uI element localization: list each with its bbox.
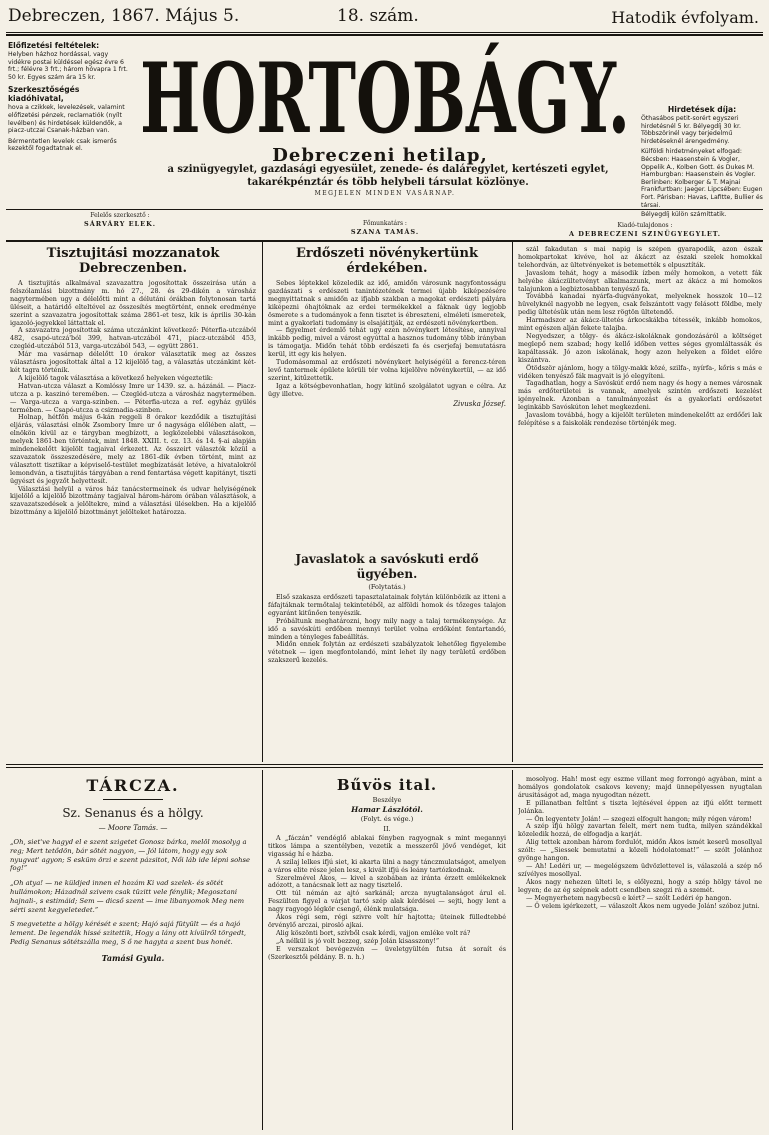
poem-signature: Tamási Gyula. [101, 952, 165, 963]
masthead [135, 40, 635, 150]
paragraph: Javaslom tehát, hogy a második ízben mély homokon, a vetett fák helyébe ákáczültetvényt alkalmazzunk, mert az ákácz a mi homokos talajunkon a legbiztosabban tenyésző fa. [518, 268, 762, 293]
editor-label: Felelős szerkesztő : [90, 212, 150, 219]
column-divider-4 [512, 770, 513, 1130]
poem-author: — Moore Tamás. — [98, 824, 168, 832]
co-worker-credit [285, 220, 485, 237]
stamp-note: Bélyegdíj külön számíttatik. [641, 211, 727, 219]
paragraph: A szavazatra jogosítottak száma utczánkint következő: Péterfia-utczából 482, csapó-utczá'ból 399, hatvan-utczából 471, piacz-utczából 453, czegléd-utczából 513, varga-utczából 543, — együtt 2861. [10, 326, 256, 351]
novel-genre: Beszélye [372, 796, 402, 804]
paragraph: Ákos régi sem, régi szivre volt hír hajtotta; üteinek fülledtebbé örvénylő arczai, pirosló ajkai. [268, 913, 506, 929]
feuilleton-divider [103, 799, 163, 800]
paragraph: Alig tettek azonban három fordulót, midőn Ákos ismét keserű mosollyal szólt: — „Siessek bemutatni a közeli hódolatomat!” — szólt Jolánhoz gyönge hangon. [518, 838, 762, 863]
novel-continued-body [518, 776, 762, 910]
paragraph: E verszakot bevégezvén — üveletgyültén futsa át soraít és (Szerkesztői példány. B. n. h.) [268, 944, 506, 961]
editorial-office-text: hova a czikkek, levelezések, valamint előfizetési pénzek, reclamatiók (nyílt levélben) és hirdetések küldendők, a piacz-utczai Csanak-házban van. [8, 104, 125, 135]
unpaid-letters-note: Bérmentetlen levelek csak ismerős kezektől fogadtatnak el. [8, 137, 117, 153]
paragraph: Negyedszer, a tölgy- és ákácz-iskoláknak gondozásáról a költséget meglepő nem szabad; hogy kellő időben vettes séges gyomláltassák és kapáltassák. Jó azon iskolának, hogy azon helyeken a földet előre kiszántva. [518, 331, 762, 364]
column-divider-3 [262, 770, 263, 1130]
foreign-ads-text: Külföldi hirdetményeket elfogad: Bécsben: Haasenstein & Vogler, Oppelik A., Kolben Gott. és Dukes M. Hamburgban: Haasenstein és Vogler. Berlinben: Kolberger & T. Majnai Frankfurtban: Jaeger. Lipcsében: Eugen Fort. Párisban: Havas, Lafitte, Bullier és társai. [641, 148, 763, 209]
poem-title: Sz. Senanus és a hölgy. [62, 806, 204, 820]
poem-body [10, 838, 256, 947]
paragraph: mosolyog. Hah! most egy eszme villant meg forrongó agyában, mint a homályos gondolatok csakovs keveny; majd ünnepélyessen nyugtalan árusitáságot ad, maga nyugodtan nézett. [518, 776, 762, 799]
paragraph: — Megnyerhetem nagybecsü e kért? — szólt Ledéri ép hangon. [526, 893, 732, 902]
poem-stanza: S megvetette a hölgy kérését e szent; Hajó sajá fütyült — és a hajó lement. De legendák hissé szitettik, Hogy a lány ott kívülről törgedt, Pedig Senanus sötétszálla meg, S ő ne hagyta a szent bus honét. [10, 920, 247, 946]
publisher-label: Kiadó-tulajdonos : [617, 222, 673, 229]
paragraph: Próbáltunk meghatározni, hogy mily nagy a talaj termékenysége. Az idő a savóskúti erdőben mennyi terület volna erdőként fentartandó, minden a tényleges fabeállítás. [268, 616, 506, 641]
article-election-body [10, 280, 256, 517]
paragraph: A kijelölő tagok választása a következő helyeken végeztetik: [18, 373, 213, 382]
column-divider-2 [512, 242, 513, 762]
masthead-title-graphic [135, 40, 635, 150]
paragraph: Harmadszor az ákácz-ültetés árkocskákba tétessék, inkább homokos, mint egészen alján fekete talajba. [518, 316, 762, 333]
ads-heading: Hirdetések díja: [667, 105, 737, 114]
paragraph: Tudomásommal az erdőszeti növénykert helyiségéül a ferencz-téren levő tantermek épülete körüli tér volna kijelölve növénykertül, — az idő szerint, kitűzettetik. [268, 358, 506, 382]
co-worker-name: SZANA TAMÁS. [350, 228, 420, 236]
paragraph: Tagadhatlan, hogy a Savóskút erdő nem nagy és hogy a nemes városnak más erdőterületei is vannak, amelyek szintén erdőszeti kezelést igényelnek. Azonban a tanulmányozást és a gyakorlati erdőszetet leginkább Savóskúton lehet megkezdeni. [518, 379, 762, 412]
paragraph: Holnap, hétfőn május 6-kán reggeli 8 órakor kezdődik a tisztujítási eljárás, választási elnök Zsombory Imre ur ő nagysága előlében alatt, — elnökön kívül az e tárgyban megbízott, a legközelebbi választásokon, melyek 1861-ben történtek, mint 1848. XXIII. t. cz. 13. és 14. §-ai alapján mindenekelőtt kijelölt tagjaival érkezett. Az összeirt választók közül a szavazatok összeszedésére, mely az 1861-dik évben történt, mint az választott tisztikar a képviselő-testület megbízatását letéve, a hivatalokról lemondván, a tisztujitás tárgyában a rend fentartása végett kapitányt, tiszti ügyészt és jegyzőt helyettesít. [10, 413, 256, 485]
novel-story-continued [518, 776, 762, 1128]
novel-body [268, 835, 506, 962]
paragraph: Javaslom továbbá, hogy a kijelölt területen mindenekelőtt az erdőőri lak felépítése s a faiskolák rendezése történjék meg. [518, 411, 762, 427]
editor-credit [20, 212, 220, 229]
editorial-office-heading: Szerkesztőségés kiadóhivatal, [8, 85, 80, 104]
paragraph: szál fakadutan s mai napig is szépen gyarapodik, azon észak homokpartokat kivéve, hol az ákáczt az északi szelek homokkal telehordván, az ültetvényeket is betemették s elpusztíták. [518, 246, 762, 269]
novel-chapter: II. [383, 825, 391, 833]
feuilleton-label: TÁRCZA. [86, 776, 180, 795]
article-nursery-title: Erdőszeti növénykertünk érdekében. [296, 246, 478, 276]
volume-label: Hatodik évfolyam. [611, 8, 759, 27]
novel-author: Hamar Lászlótól. [351, 805, 423, 814]
paragraph: — Ah! Ledéri ur, — megelégszem üdvözlettevel is, válaszolá a szép nő szívélyes mosollyal. [518, 861, 762, 878]
paragraph: Hatvan-utcza választ a Komlóssy Imre ur 1439. sz. a. házánál. — Piacz-utcza a p. kaszinó teremében. — Czegléd-utcza a városház nagytermében. — Varga-utcza a varga-szinben. — Péterfia-utcza a ref. egyház gyülés termében. — Csapó-utcza a csizmadia-szinben. [10, 381, 256, 414]
poem-stanza: „Oh atya! — ne küldjed innen el hozám Ki vad szelek- és sötét hullámokon; Házadnál szivem csak tüzitt vele fénylik; Megosztani hajnali-, s estimáid; Sem — dicső szent — ime libanyomok Meg nem sérti szent kegyeletedet.” [10, 879, 245, 914]
paragraph: Ákos nagy nehezen ülteti le, s előlyezni, hogy a szép hölgy távol ne legyen; de az ég szépnek adott csendben szegzi rá a szemét. [518, 877, 762, 894]
paragraph: „A nélkül is jó volt bezzeg, szép Jolán kisasszony!” [276, 936, 440, 945]
issue-date: Debreczen, 1867. Május 5. [8, 6, 240, 26]
paragraph: Szerelmével Ákos, — kivel a szobában az iránta érzett emlékeknek adózott, a tanácsnak lett az nagy tisztelő. [268, 873, 506, 890]
masthead-subtitle: Debreczeni hetilap, [272, 145, 488, 166]
subscription-heading: Előfizetési feltételek: [8, 41, 100, 50]
credits-rule-bottom [6, 240, 763, 242]
article-nursery-signature: Zivuska József. [453, 399, 506, 408]
paragraph: Alig köszönti bort, szívből csak kérdi, vajjon emléke volt rá? [276, 928, 471, 937]
feuilleton-rule-2 [6, 767, 763, 768]
right-sidebar [641, 104, 763, 219]
article-nursery [268, 246, 506, 546]
paragraph: A szép ifjú hölgy zavartan felelt, mert nem tudta, milyen szándékkal közeledik hozzá, de elfogadja a karját. [518, 822, 762, 839]
article-forest-title: Javaslatok a savóskuti erdő ügyében. [295, 552, 479, 581]
novel-story [268, 776, 506, 1128]
subscription-text: Helyben házhoz hordással, vagy vidékre postai küldéssel egész évre 6 frt.; félévre 3 frt.; három hóvapra 1 frt. 50 kr. Egyes szám ára 15 kr. [8, 51, 128, 81]
article-forest-body [268, 594, 506, 665]
paragraph: Továbbá kanadai nyárfa-dugványokat, melyeknek hosszok 10—12 hüvelyknél nagyobb ne legyen, csak felszántott vagy felásott földbe, mely pedig ültetésük után nem lesz rögtön ültetendő. [518, 292, 762, 317]
header-rule-thick [6, 34, 763, 36]
article-nursery-body [268, 280, 506, 409]
paragraph: Első szakasza erdőszeti tapasztalatainak folytán különbözik az itteni a fáfajtáknak termőtalaj tekintetéből, az alföldi homok és tőzeges talajon egyaránt kitűnően tenyészik. [268, 593, 506, 617]
masthead-title: HORTOBÁGY. [140, 42, 630, 150]
article-election [10, 246, 256, 760]
column-divider-1 [262, 242, 263, 762]
paragraph: A tisztujitás alkalmával szavazattra jogosítottak összeirása után a felszólamlási bizottmány m. hó 27., 28. és 29-dikén a városház nagytermében ugy a délelőtti mint a délutáni órákban folytonosan tartá üléseit, a határidő elteltével az összesítés megtörtént, ennek eredménye szerint a szavazatra jogosítottak száma 2861-et tesz, kik is április 30-kán igazoló-jegyekkel láttattak el. [10, 279, 256, 327]
feuilleton-poem [10, 776, 256, 1126]
paragraph: Ott túl némán az ajtó sarkánál; arcza nyugtalanságot árul el. Feszülten figyel a várjat tartó szép alak kérdései — sejti, hogy lent a nagy ragyogó légkör csengő, élénk mulatsága. [268, 889, 506, 914]
publisher-credit [540, 222, 750, 239]
paragraph: Igaz a kötségbevonhatlan, hogy kitünő szolgálatot ugyan e célra. Az ügy illetve. [268, 381, 506, 398]
paragraph: — Ön legyentetv Jolán! — szegezi elfogult hangon; mily régen várom! [526, 814, 752, 823]
paragraph: Midőn ennek folytán az erdészeti szabályzatok lehetőleg figyelembe vétetnek — igen megfontolandó, mint lehet ily nagy területű erdőben szakszerű kezelés. [268, 640, 506, 665]
paragraph: Sebes léptekkel közeledik az idő, amidőn városunk nagyfontosságu gazdászati s erdészeti tanintézetének termei újabb kiképezésére megnyittatnak s amidőn az ifjabb szakban a magokat erdészeti pályára kiképezni óhajtóknak az erdei termékekkel a fáknak úgy legjobb ösmerete s a tudományok a fenn tisztet is ébreszteni, elméleti ismeretek, mint a gyakorlati tudomány is elsajátitják, az erdészeti növénykertben. [268, 279, 506, 327]
poem-stanza: „Oh, siet've hagyd el e szent szigetet Gonosz bárka, melöl mosolyg a reg; Mert tetődön, bár sötét nagyon, — Jól látom, hogy egy sok nyugvat' agyon; S esküm örzi e szent pázsitot, Női láb ide lépni sohse fog!” [10, 838, 251, 873]
credits-rule-top [6, 209, 763, 210]
header-rule [6, 32, 763, 33]
co-worker-label: Főmunkatárs : [363, 220, 407, 227]
novel-continuation: (Folyt. és vége.) [360, 815, 414, 823]
novel-title: Bűvös ital. [336, 776, 438, 794]
article-forest-subtitle: (Folytatás.) [368, 583, 406, 591]
paragraph: A szilaj lelkes ifjú siet, ki akarta ülni a nagy tánczmulatságot, amelyen a város elite része jelen lesz, s kivált ifjú és leány tartózkodnak. [268, 857, 506, 874]
left-sidebar [8, 40, 128, 153]
paragraph: — figyelmet érdemlő tehát ugy ezen növénykert létesítése, annyival inkább pedig, mivel a várost egyúttal a hasznos tudomány több irányban is támogatja. Midőn tehát több erdészeti fa és cserjefaj bemutatásra kerül, itt egy kis helyen. [268, 326, 506, 359]
paragraph: Már ma vasárnap délelőtt 10 órakor választatik meg az összes választásra jogosítottak által a 12 kijelölő tag, a választás utczánkint két-két tagra történik. [10, 350, 256, 374]
article-forest [268, 552, 506, 760]
paragraph: A „fáczán” vendéglő ablakai fényben ragyognak s mint megannyi titkos lámpa a szentélyben, vezetik a messzeről jövő vendéget, kit vigasság hí e házba. [268, 834, 506, 858]
article-forest-continued [518, 246, 762, 760]
editor-name: SÁRVÁRY ELEK. [84, 220, 156, 228]
feuilleton-rule [6, 764, 763, 765]
paragraph: Ötödször ajánlom, hogy a tölgy-makk közé, szilfa-, nyírfa-, kőris s más e vidéken tenyésző fák magvait is jó elegyíteni. [518, 363, 762, 380]
issue-number: 18. szám. [337, 6, 419, 26]
paragraph: Választási helyül a város ház tanácstermeinek és udvar helyiségének kijelölő a kijelölő bizottmány tagjaival három-három órában választások, a szavazatszedések a jelöltekre, mind a választási ülésekben. Ha a kijelölő bizottmány a kijelölő bizottmányt jelölteket határozza. [10, 484, 256, 517]
publication-day: MEGJELEN MINDEN VASÁRNAP. [314, 190, 456, 197]
article-election-title: Tisztujitási mozzanatok Debreczenben. [46, 246, 220, 276]
article-forest-continued-body [518, 246, 762, 428]
ads-text: Öthasábos petit-sorért egyszeri hirdetésnél 5 kr. Bélyegdíj 30 kr. Többszörinél vagy terjedelmű hirdetéseknél árengedmény. [641, 115, 741, 145]
paragraph: E pillanatban feltűnt s tiszta lejtésével éppen az ifjú előtt termett Jolánka. [518, 798, 762, 815]
paragraph: — Ő velem igérkezett, — válaszolt Ákos nem ugyede Jolán! szóboz jutni. [526, 901, 760, 910]
publisher-name: A DEBRECZENI SZINÜGYEGYLET. [568, 230, 722, 238]
masthead-tagline: a szinügyegylet, gazdasági egyesület, zenede- és daláregylet, kertészeti egylet, takarékpénztár és több helybeli társulat közlönye. [167, 164, 609, 188]
